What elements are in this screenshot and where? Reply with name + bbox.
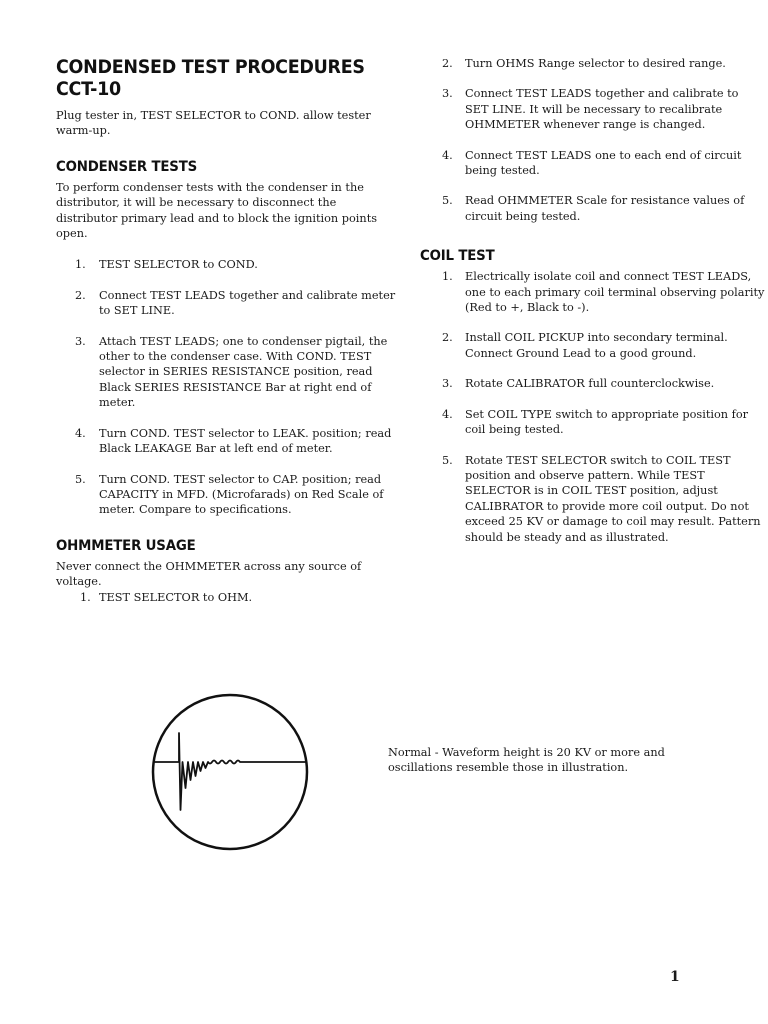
- ohmmeter-usage-steps-right: [420, 56, 765, 224]
- list-item: [56, 472, 396, 518]
- list-item: [56, 334, 396, 411]
- intro-paragraph: Plug tester in, TEST SELECTOR to COND. allow tester warm-up.: [56, 109, 371, 138]
- step-text: Electrically isolate coil and connect TEST LEADS, one to each primary coil terminal observing polarity (Red to +, Black to -).: [465, 270, 765, 315]
- page-number: 1: [670, 969, 680, 985]
- step-text: Rotate CALIBRATOR full counterclockwise.: [465, 377, 715, 391]
- step-number: 1.: [75, 258, 86, 272]
- step-text: Connect TEST LEADS together and calibrate meter to SET LINE.: [99, 288, 396, 318]
- step-number: 2.: [75, 288, 86, 302]
- list-item: [420, 376, 765, 391]
- waveform-illustration: [150, 692, 310, 852]
- coil-test-steps: [420, 269, 765, 545]
- page-title: CONDENSED TEST PROCEDURES CCT-10: [56, 56, 365, 100]
- condenser-tests-steps: [56, 257, 396, 517]
- list-item: [56, 288, 396, 319]
- list-item: [56, 426, 396, 457]
- step-number: 3.: [442, 87, 453, 101]
- condenser-tests-intro: To perform condenser tests with the condenser in the distributor, it will be necessary to disconnect the distributor primary lead and to block the ignition points open.: [56, 180, 378, 241]
- step-text: TEST SELECTOR to COND.: [99, 258, 258, 272]
- list-item: [420, 56, 765, 71]
- list-item: [420, 453, 765, 545]
- list-item: [56, 590, 396, 605]
- step-text: Turn COND. TEST selector to LEAK. position; read Black LEAKAGE Bar at left end of meter.: [99, 426, 392, 456]
- right-column: [420, 56, 765, 545]
- list-item: [420, 407, 765, 438]
- step-number: 2.: [442, 57, 453, 70]
- ohmmeter-usage-intro: Never connect the OHMMETER across any source of voltage.: [56, 559, 362, 589]
- step-number: 1.: [80, 590, 91, 604]
- condenser-tests-heading: CONDENSER TESTS: [56, 158, 198, 175]
- step-text: Read OHMMETER Scale for resistance values of circuit being tested.: [465, 194, 745, 223]
- coil-test-heading: COIL TEST: [420, 248, 495, 265]
- list-item: [420, 330, 765, 361]
- list-item: [420, 193, 765, 224]
- step-number: 2.: [442, 331, 453, 345]
- step-text: Rotate TEST SELECTOR switch to COIL TEST position and observe pattern. While TEST SELECTOR is in COIL TEST position, adjust CALIBRATOR to provide more coil output. Do not exceed 25 KV or damage to coil may result. Pattern should be steady and as illustrated.: [465, 453, 761, 544]
- step-number: 1.: [442, 270, 453, 284]
- step-text: Turn COND. TEST selector to CAP. position; read CAPACITY in MFD. (Microfarads) on Red Scale of meter. Compare to specifications.: [99, 472, 384, 517]
- step-text: Connect TEST LEADS one to each end of circuit being tested.: [465, 148, 742, 178]
- step-number: 5.: [442, 453, 453, 467]
- ohmmeter-usage-steps-left: [56, 590, 396, 605]
- step-number: 3.: [442, 377, 453, 391]
- list-item: [56, 257, 396, 272]
- waveform-trace: [153, 733, 307, 810]
- list-item: [420, 148, 765, 179]
- ohmmeter-usage-heading: OHMMETER USAGE: [56, 537, 196, 554]
- step-text: Turn OHMS Range selector to desired range.: [465, 57, 726, 70]
- step-number: 3.: [75, 334, 86, 348]
- step-number: 4.: [75, 426, 86, 440]
- step-text: Install COIL PICKUP into secondary terminal. Connect Ground Lead to a good ground.: [465, 331, 728, 360]
- list-item: [420, 86, 765, 132]
- step-text: TEST SELECTOR to OHM.: [99, 590, 253, 604]
- step-text: Connect TEST LEADS together and calibrate to SET LINE. It will be necessary to recalibrate OHMMETER whenever range is changed.: [465, 87, 739, 132]
- left-column: [56, 56, 396, 605]
- step-number: 4.: [442, 148, 453, 162]
- step-number: 5.: [75, 472, 86, 486]
- step-number: 5.: [442, 194, 453, 208]
- waveform-caption: Normal - Waveform height is 20 KV or more and oscillations resemble those in illustration.: [388, 746, 665, 775]
- step-text: Set COIL TYPE switch to appropriate position for coil being tested.: [465, 407, 749, 437]
- oscilloscope-circle-icon: [150, 692, 310, 852]
- step-number: 4.: [442, 407, 453, 421]
- list-item: [420, 269, 765, 315]
- step-text: Attach TEST LEADS; one to condenser pigtail, the other to the condenser case. With COND. TEST selector in SERIES RESISTANCE position, read Black SERIES RESISTANCE Bar at right end of meter.: [99, 334, 388, 410]
